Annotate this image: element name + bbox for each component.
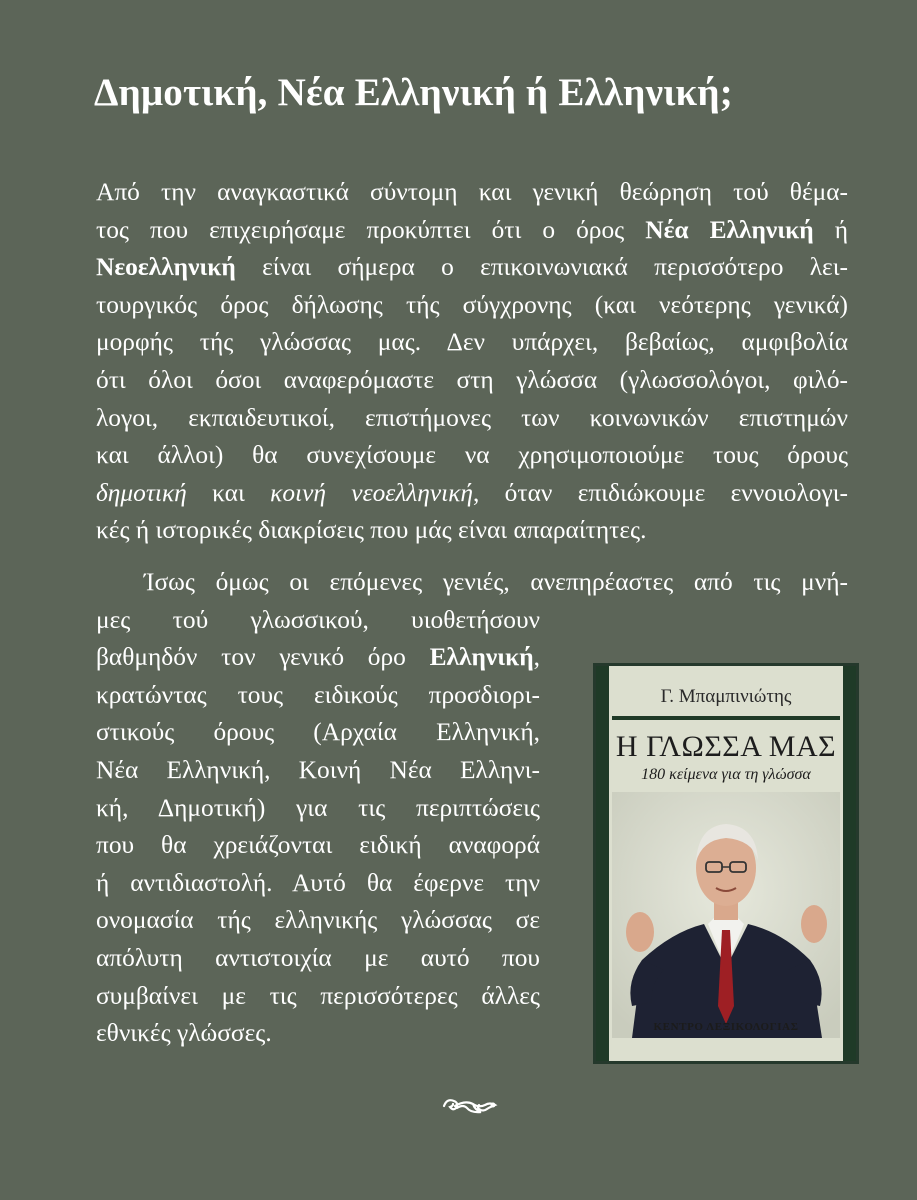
- book-cover-image: [593, 663, 859, 1064]
- term-koini-neoelliniki: κοινή νεοελληνική: [270, 478, 473, 507]
- author-portrait: [612, 792, 840, 1038]
- text-line: Ίσως όμως οι επόμενες γενιές, ανεπηρέαστες από τις μνή-: [144, 568, 848, 596]
- text-line: κές ή ιστορικές διακρίσεις που μάς είναι απαραίτητες.: [96, 516, 647, 545]
- text-line: κή, Δημοτική) για τις περιπτώσεις: [96, 793, 540, 822]
- text-line: μες τού γλωσσικού, υιοθετήσουν: [96, 605, 540, 634]
- text-line: μορφής τής γλώσσας μας. Δεν υπάρχει, βεβαίως, αμφιβολία: [96, 328, 848, 357]
- text-line: ότι όλοι όσοι αναφερόμαστε στη γλώσσα (γλωσσολόγοι, φιλό-: [96, 365, 848, 394]
- cover-spine-right: [843, 666, 856, 1061]
- text-line: στικούς όρους (Αρχαία Ελληνική,: [96, 718, 540, 747]
- fleuron-ornament-icon: [441, 1094, 499, 1116]
- text-line: δημοτική και κοινή νεοελληνική, όταν επιδιώκουμε εννοιολογι-: [96, 478, 848, 507]
- text-line: που θα χρειάζονται ειδική αναφορά: [96, 831, 540, 860]
- text-line: και άλλοι) θα συνεχίσουμε να χρησιμοποιούμε τους όρους: [96, 441, 848, 470]
- text-line: Νέα Ελληνική, Κοινή Νέα Ελληνι-: [96, 755, 540, 784]
- text-line: Από την αναγκαστικά σύντομη και γενική θεώρηση τού θέμα-: [96, 178, 848, 206]
- text-line: απόλυτη αντιστοιχία με αυτό που: [96, 943, 540, 972]
- term-dimotiki: δημοτική: [96, 478, 187, 507]
- text-line: τουργικός όρος δήλωσης τής σύγχρονης (και νεότερης γενικά): [96, 290, 848, 319]
- term-nea-ellinika: Νέα Ελληνική: [645, 215, 814, 244]
- term-ellinika: Ελληνική: [429, 643, 534, 672]
- text-line: Νεοελληνική είναι σήμερα ο επικοινωνιακά περισσότερο λει-: [96, 253, 848, 282]
- text-line: λογοι, εκπαιδευτικοί, επιστήμονες των κοινωνικών επιστημών: [96, 403, 848, 432]
- text-line: τος που επιχειρήσαμε προκύπτει ότι ο όρος Νέα Ελληνική ή: [96, 215, 848, 244]
- term-neoellinika: Νεοελληνική: [96, 253, 236, 282]
- cover-title: Η ΓΛΩΣΣΑ ΜΑΣ: [615, 730, 837, 763]
- text-line: κρατώντας τους ειδικούς προσδιορι-: [96, 680, 540, 709]
- text-line: ονομασία τής ελληνικής γλώσσας σε: [96, 906, 540, 935]
- text-line: βαθμηδόν τον γενικό όρο Ελληνική,: [96, 643, 540, 672]
- cover-subtitle: 180 κείμενα για τη γλώσσα: [641, 766, 811, 783]
- text-line: εθνικές γλώσσες.: [96, 1019, 272, 1048]
- cover-publisher: ΚΕΝΤΡΟ ΛΕΞΙΚΟΛΟΓΙΑΣ: [653, 1021, 799, 1033]
- paragraph-1: [96, 174, 848, 550]
- text-line: ή αντιδιαστολή. Αυτό θα έφερνε την: [96, 868, 540, 897]
- text-line: συμβαίνει με τις περισσότερες άλλες: [96, 981, 540, 1010]
- cover-author: Γ. Μπαμπινιώτης: [660, 686, 792, 707]
- cover-divider: [612, 716, 840, 720]
- page-heading: Δημοτική, Νέα Ελληνική ή Ελληνική;: [94, 71, 733, 114]
- cover-spine-left: [596, 666, 609, 1061]
